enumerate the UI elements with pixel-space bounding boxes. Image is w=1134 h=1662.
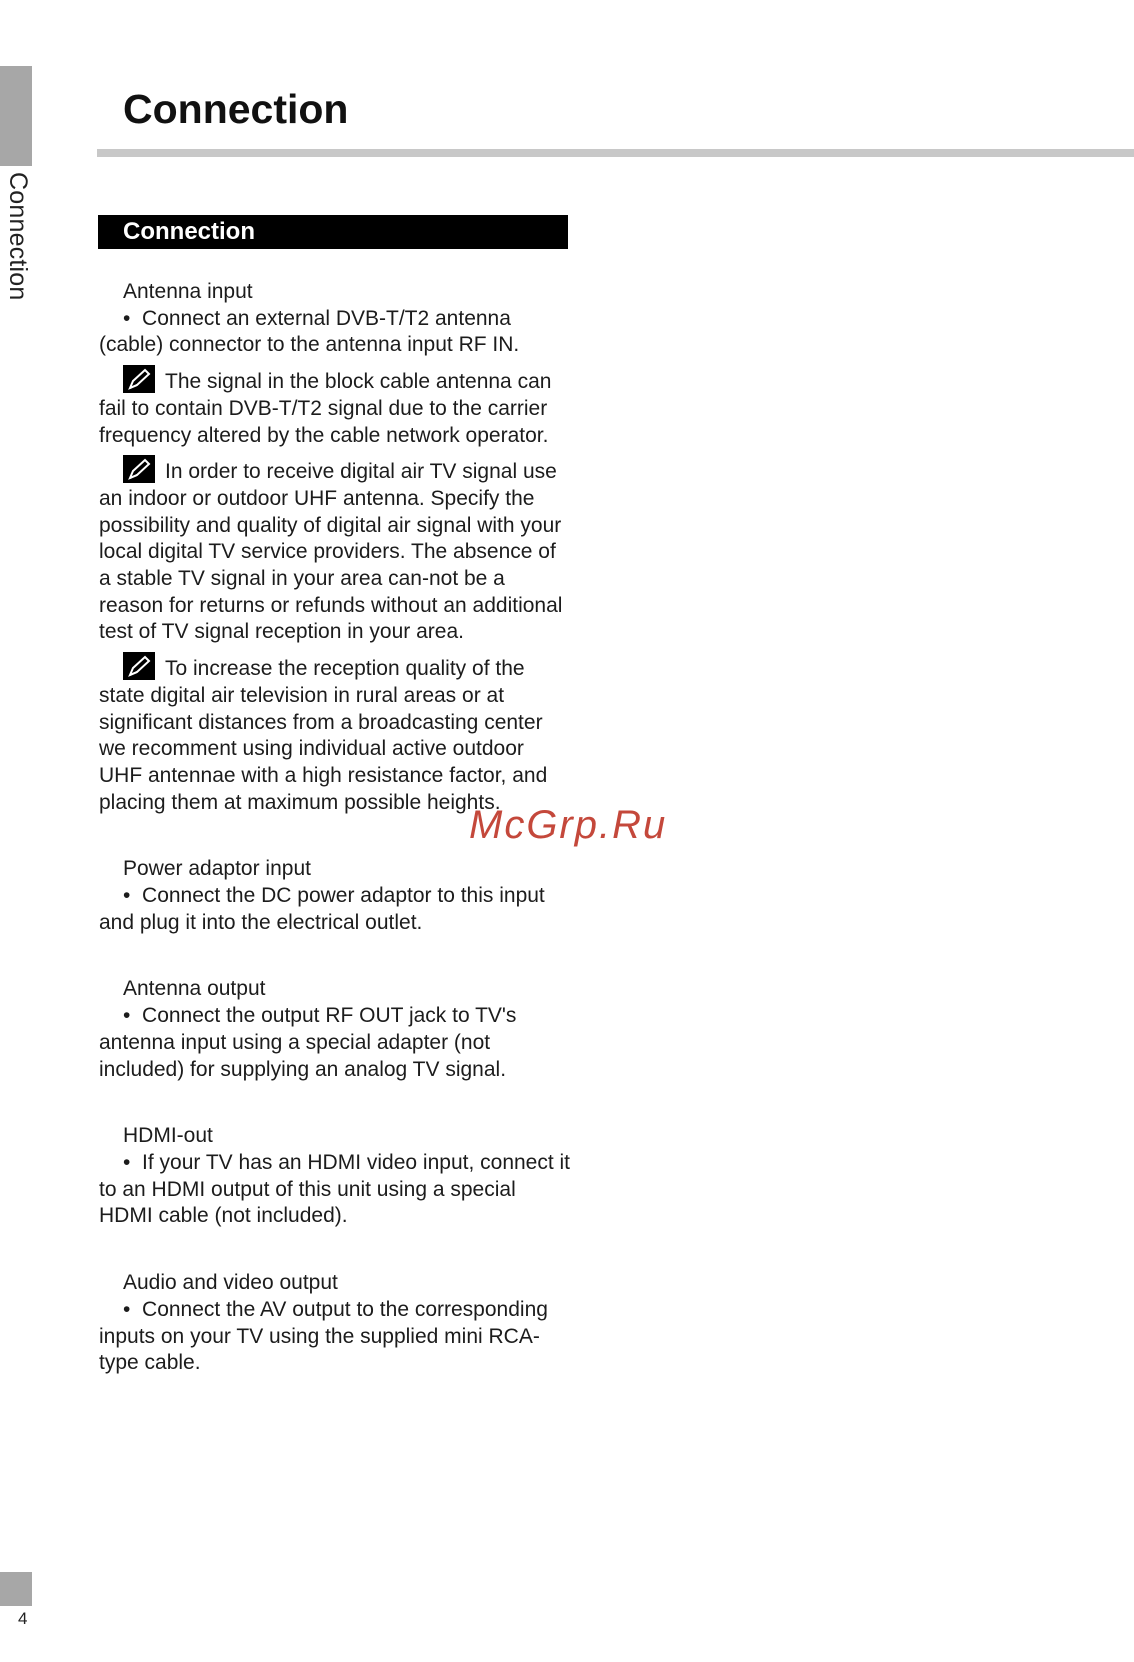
power-adaptor-title: Power adaptor input (123, 857, 311, 881)
antenna-output-bullet: • Connect the output RF OUT jack to TV's antenna input using a special adapter (not included) for supplying an analog TV signal. (99, 1004, 517, 1081)
hdmi-out-section (99, 1123, 571, 1230)
page-tab (0, 1572, 32, 1606)
page-number: 4 (18, 1609, 28, 1628)
side-tab-label: Connection (4, 172, 32, 301)
antenna-output-section (99, 976, 571, 1083)
watermark: McGrp.Ru (469, 803, 668, 847)
note-3: To increase the reception quality of the state digital air television in rural areas or at significant distances from a broadcasting center we recomment using individual active outdoor UHF antennae with a high resistance factor, and placing them at maximum possible heights. (99, 652, 571, 816)
power-adaptor-bullet: • Connect the DC power adaptor to this input and plug it into the electrical outlet. (99, 884, 545, 934)
antenna-input-bullet: • Connect an external DVB-T/T2 antenna (cable) connector to the antenna input RF IN. (99, 306, 520, 357)
pencil-note-icon (123, 365, 155, 393)
antenna-output-title: Antenna output (123, 977, 266, 1001)
hdmi-out-bullet: • If your TV has an HDMI video input, connect it to an HDMI output of this unit using a special HDMI cable (not included). (99, 1150, 571, 1228)
header-rule (97, 149, 1134, 157)
side-tab (0, 66, 32, 166)
page-title: Connection (123, 86, 349, 132)
pencil-note-icon (123, 652, 155, 680)
audio-video-title: Audio and video output (123, 1271, 338, 1295)
pencil-note-icon (123, 455, 155, 483)
audio-video-bullet: • Connect the AV output to the corresponding inputs on your TV using the supplied mini RCA-type cable. (99, 1297, 548, 1375)
antenna-input-section (99, 279, 571, 816)
hdmi-out-title: HDMI-out (123, 1124, 213, 1148)
note-1: The signal in the block cable antenna can fail to contain DVB-T/T2 signal due to the carrier frequency altered by the cable network operator. (99, 365, 571, 449)
audio-video-section (99, 1270, 571, 1377)
antenna-input-title: Antenna input (123, 280, 253, 303)
power-adaptor-section (99, 856, 571, 936)
section-title: Connection (123, 218, 255, 245)
note-2: In order to receive digital air TV signal use an indoor or outdoor UHF antenna. Specify the possibility and quality of digital air signal with your local digital TV service providers. The absence of a stable TV signal in your area can-not be a reason for returns or refunds without an additional test of TV signal reception in your area. (99, 455, 571, 646)
